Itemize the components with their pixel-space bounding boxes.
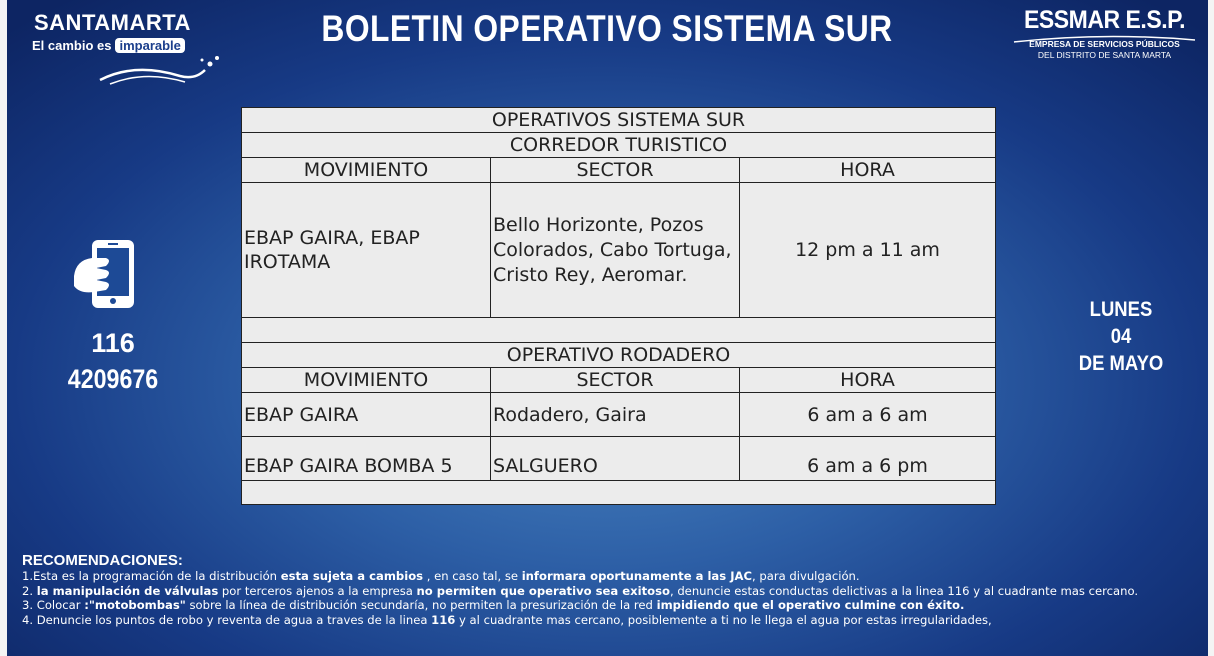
page-title: BOLETIN OPERATIVO SISTEMA SUR [321, 8, 893, 49]
header-sector: SECTOR [491, 158, 740, 183]
date-number: 04 [1110, 325, 1132, 348]
phone-hand-icon [72, 238, 140, 310]
table-row [242, 393, 996, 437]
recommendation-4: 4. Denuncie los puntos de robo y reventa de agua a traves de la linea 116 y al cuadrante mas cercano, posiblemente a ti no le llega el agua por estas irregularidades, [22, 612, 992, 627]
section-operativo-rodadero: OPERATIVO RODADERO [242, 343, 996, 368]
table-row [242, 437, 996, 481]
tagline-pill: imparable [115, 38, 184, 53]
recommendations [22, 552, 1202, 627]
date-day: LUNES [1089, 298, 1153, 321]
header-movimiento: MOVIMIENTO [242, 158, 491, 183]
wave-swoosh-icon [90, 54, 220, 86]
recommendations-title: RECOMENDACIONES: [22, 552, 183, 569]
recommendation-3: 3. Colocar :"motobombas" sobre la línea de distribución secundaría, no permiten la presurización de la red impidiendo que el operativo culmine con éxito. [22, 598, 965, 612]
cell-hora: 12 pm a 11 am [740, 183, 996, 318]
cell-sector: Bello Horizonte, Pozos Colorados, Cabo Tortuga, Cristo Rey, Aeromar. [491, 183, 740, 318]
header-sector: SECTOR [491, 368, 740, 393]
table-title: OPERATIVOS SISTEMA SUR [242, 108, 996, 133]
spacer-row [242, 481, 996, 505]
header-hora: HORA [740, 368, 996, 393]
essmar-line1: EMPRESA DE SERVICIOS PÚBLICOS [1029, 39, 1180, 49]
contact-line-116: 116 [91, 328, 135, 358]
essmar-line2: DEL DISTRITO DE SANTA MARTA [1037, 50, 1172, 60]
table-row [242, 183, 996, 318]
cell-hora: 6 am a 6 pm [740, 437, 996, 481]
cell-movimiento: EBAP GAIRA [242, 393, 491, 437]
cell-hora: 6 am a 6 am [740, 393, 996, 437]
cell-sector: Rodadero, Gaira [491, 393, 740, 437]
recommendation-2: 2. la manipulación de válvulas por terceros ajenos a la empresa no permiten que operativo sea exitoso, denuncie estas conductas delictivas a la linea 116 y al cuadrante mas cercano. [22, 583, 1139, 598]
essmar-logo [1012, 6, 1197, 70]
operations-table [241, 107, 996, 505]
left-frame-border [0, 0, 7, 656]
cell-movimiento: EBAP GAIRA BOMBA 5 [242, 437, 491, 481]
tagline-text: El cambio es [32, 38, 112, 53]
recommendation-1: 1.Esta es la programación de la distribución esta sujeta a cambios , en caso tal, se informara oportunamente a las JAC, para divulgación. [22, 569, 860, 583]
right-frame-border [1208, 0, 1214, 656]
essmar-swoosh-icon [1012, 34, 1197, 44]
essmar-brand: ESSMAR E.S.P. [1023, 6, 1186, 34]
date-month: DE MAYO [1078, 352, 1164, 375]
header-movimiento: MOVIMIENTO [242, 368, 491, 393]
section-corredor-turistico: CORREDOR TURISTICO [242, 133, 996, 158]
cell-movimiento: EBAP GAIRA, EBAP IROTAMA [242, 183, 491, 318]
header-hora: HORA [740, 158, 996, 183]
cell-sector: SALGUERO [491, 437, 740, 481]
contact-phone-number: 4209676 [67, 364, 159, 394]
spacer-row [242, 318, 996, 343]
date-block [1073, 296, 1170, 377]
santamarta-brand: SANTAMARTA [34, 10, 191, 35]
